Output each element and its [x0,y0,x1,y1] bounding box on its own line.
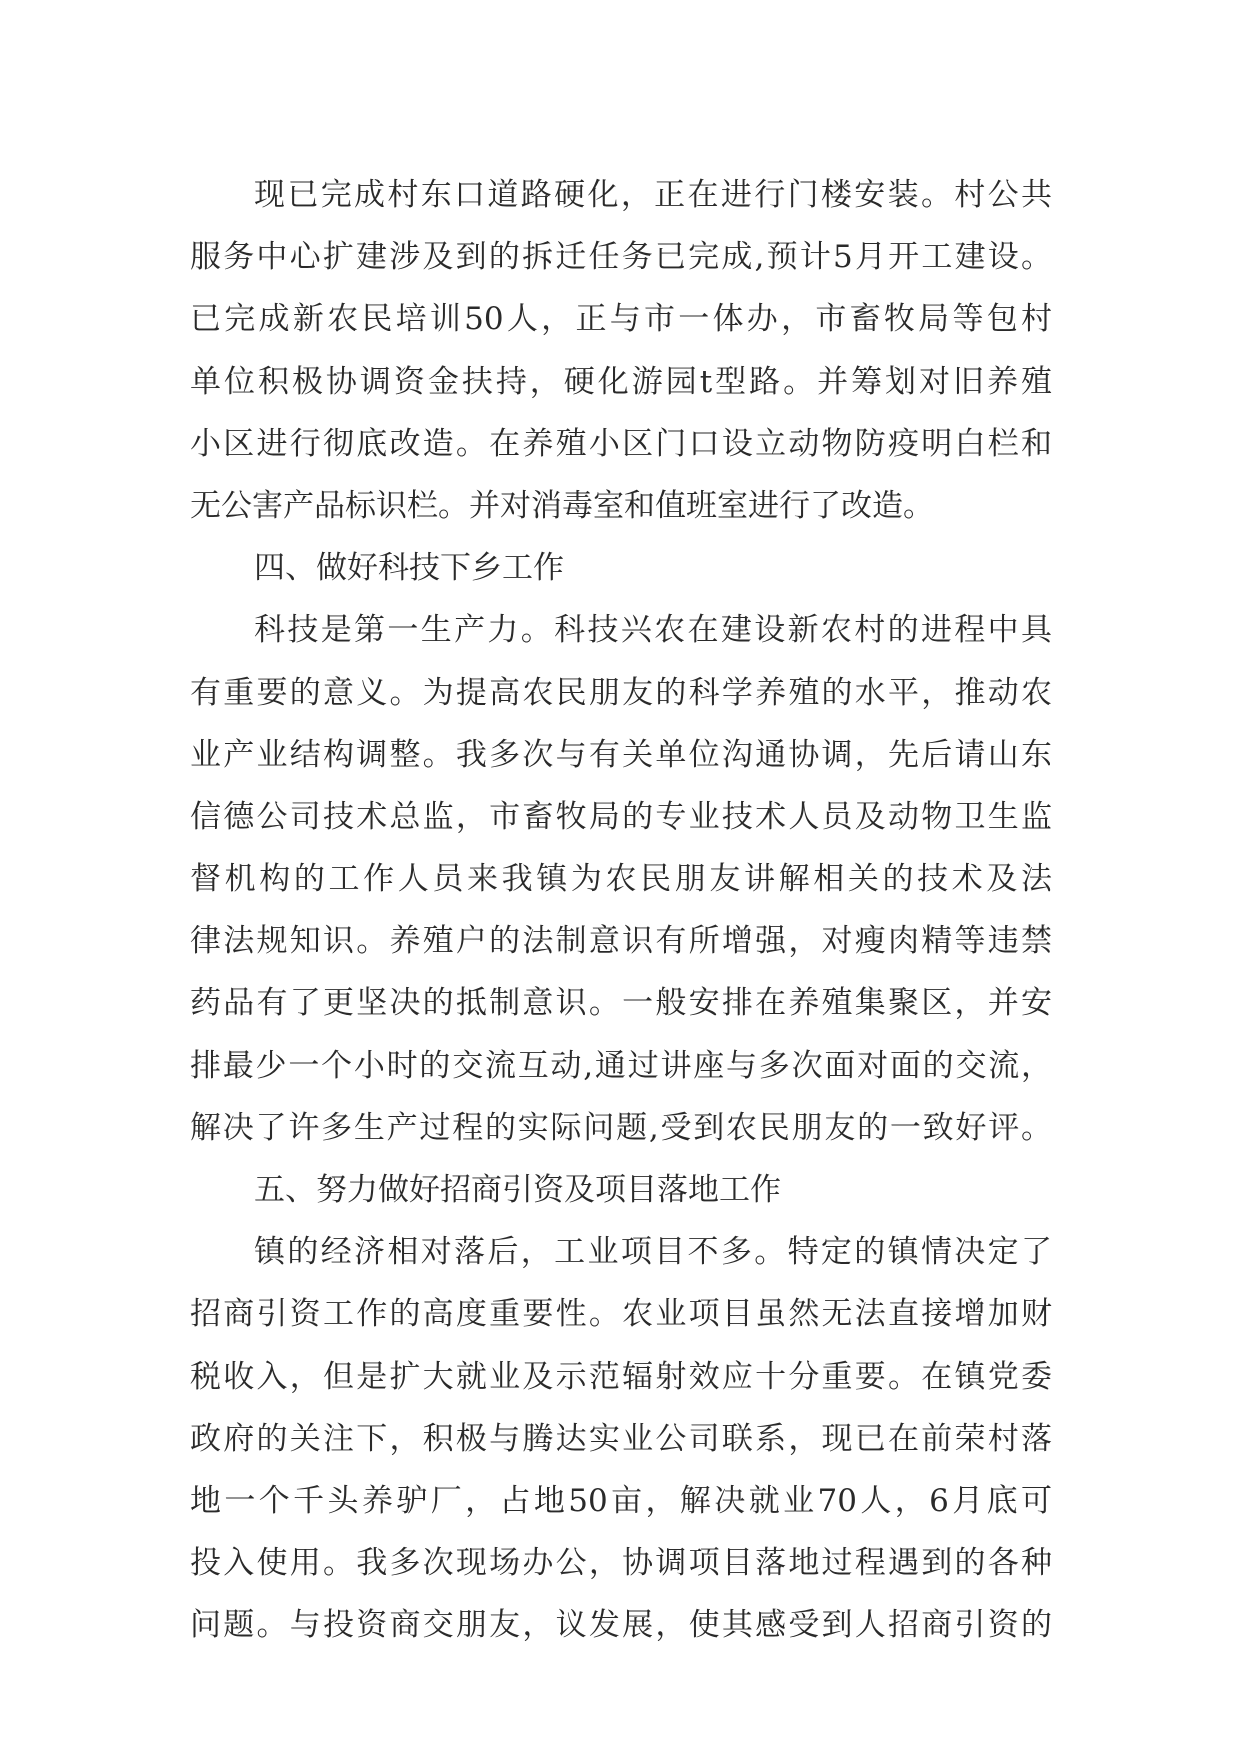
text-line: 已完成新农民培训50人，正与市一体办，市畜牧局等包村 [190,301,1052,338]
text-line: 单位积极协调资金扶持，硬化游园t型路。并筹划对旧养殖 [190,363,1052,400]
text-line: 服务中心扩建涉及到的拆迁任务已完成,预计5月开工建设。 [190,239,1052,276]
text-line: 信德公司技术总监，市畜牧局的专业技术人员及动物卫生监 [190,798,1052,835]
text-line: 小区进行彻底改造。在养殖小区门口设立动物防疫明白栏和 [190,425,1052,462]
text-line: 业产业结构调整。我多次与有关单位沟通协调，先后请山东 [190,736,1052,773]
text-line: 招商引资工作的高度重要性。农业项目虽然无法直接增加财 [190,1296,1052,1333]
text-line: 排最少一个小时的交流互动,通过讲座与多次面对面的交流， [190,1047,1052,1084]
section-heading: 四、做好科技下乡工作 [254,550,564,587]
text-line: 科技是第一生产力。科技兴农在建设新农村的进程中具 [254,612,1052,649]
text-line: 解决了许多生产过程的实际问题,受到农民朋友的一致好评。 [190,1109,1052,1146]
text-line: 税收入，但是扩大就业及示范辐射效应十分重要。在镇党委 [190,1358,1052,1395]
text-line: 药品有了更坚决的抵制意识。一般安排在养殖集聚区，并安 [190,985,1052,1022]
text-line: 投入使用。我多次现场办公，协调项目落地过程遇到的各种 [190,1545,1052,1582]
text-line: 镇的经济相对落后，工业项目不多。特定的镇情决定了 [254,1234,1052,1271]
text-line: 现已完成村东口道路硬化，正在进行门楼安装。村公共 [254,177,1052,213]
text-line: 无公害产品标识栏。并对消毒室和值班室进行了改造。 [190,487,934,524]
document-body [190,164,1052,1657]
text-line: 督机构的工作人员来我镇为农民朋友讲解相关的技术及法 [190,861,1052,898]
text-line: 有重要的意义。为提高农民朋友的科学养殖的水平，推动农 [190,674,1052,711]
text-line: 政府的关注下，积极与腾达实业公司联系，现已在前荣村落 [190,1420,1052,1457]
text-line: 地一个千头养驴厂，占地50亩，解决就业70人，6月底可 [190,1482,1052,1519]
text-line: 问题。与投资商交朋友，议发展，使其感受到人招商引资的 [190,1607,1052,1644]
text-line: 律法规知识。养殖户的法制意识有所增强，对瘦肉精等违禁 [190,923,1052,960]
section-heading: 五、努力做好招商引资及项目落地工作 [254,1172,781,1208]
